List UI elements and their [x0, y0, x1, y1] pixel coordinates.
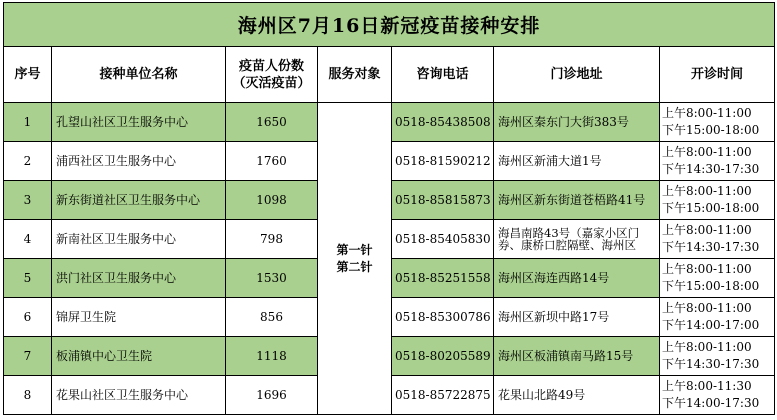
row-phone: 0518-85438508 — [392, 103, 494, 142]
row-num: 4 — [4, 220, 52, 259]
row-hours-am: 上午8:00-11:30 — [662, 379, 752, 393]
row-address: 花果山北路49号 — [494, 376, 660, 415]
row-address: 海州区新坝中路17号 — [494, 298, 660, 337]
row-hours — [660, 142, 775, 181]
row-num: 6 — [4, 298, 52, 337]
row-phone: 0518-85405830 — [392, 220, 494, 259]
row-hours — [660, 259, 775, 298]
header-count-line2: （灭活疫苗） — [232, 75, 311, 91]
row-address: 海昌南路43号（嘉家小区门券、康桥口腔隔壁、海州区 — [494, 220, 660, 259]
row-count: 856 — [226, 298, 318, 337]
row-hours-pm: 下午14:30-17:30 — [662, 162, 760, 176]
row-phone: 0518-85300786 — [392, 298, 494, 337]
row-hours-pm: 下午15:00-18:00 — [662, 123, 760, 137]
row-unit: 板浦镇中心卫生院 — [52, 337, 226, 376]
header-hours: 开诊时间 — [660, 47, 775, 103]
row-address: 海州区新东街道苍梧路41号 — [494, 181, 660, 220]
row-num: 1 — [4, 103, 52, 142]
header-service: 服务对象 — [318, 47, 392, 103]
row-count: 1530 — [226, 259, 318, 298]
row-hours-am: 上午8:00-11:00 — [662, 340, 752, 354]
header-num: 序号 — [4, 47, 52, 103]
table-title: 海州区7月16日新冠疫苗接种安排 — [4, 3, 775, 47]
row-hours — [660, 103, 775, 142]
row-hours-pm: 下午14:00-17:00 — [662, 318, 760, 332]
row-phone: 0518-85251558 — [392, 259, 494, 298]
header-count-line1: 疫苗人份数 — [238, 58, 304, 74]
row-hours-am: 上午8:00-11:00 — [662, 223, 752, 237]
row-address: 海州区新浦大道1号 — [494, 142, 660, 181]
header-row — [4, 47, 775, 103]
header-count — [226, 47, 318, 103]
row-unit: 孔望山社区卫生服务中心 — [52, 103, 226, 142]
row-unit: 新东街道社区卫生服务中心 — [52, 181, 226, 220]
row-num: 8 — [4, 376, 52, 415]
row-unit: 锦屏卫生院 — [52, 298, 226, 337]
row-hours — [660, 181, 775, 220]
row-num: 2 — [4, 142, 52, 181]
row-address: 海州区板浦镇南马路15号 — [494, 337, 660, 376]
row-hours-pm: 下午14:30-17:30 — [662, 357, 760, 371]
row-address: 海州区海连西路14号 — [494, 259, 660, 298]
row-hours-pm: 下午15:00-18:00 — [662, 201, 760, 215]
service-first-dose: 第一针 — [336, 242, 373, 257]
row-address: 海州区秦东门大街383号 — [494, 103, 660, 142]
row-num: 3 — [4, 181, 52, 220]
row-phone: 0518-81590212 — [392, 142, 494, 181]
row-num: 5 — [4, 259, 52, 298]
table-row — [4, 103, 775, 142]
row-hours-pm: 下午14:30-17:30 — [662, 240, 760, 254]
row-num: 7 — [4, 337, 52, 376]
row-unit: 浦西社区卫生服务中心 — [52, 142, 226, 181]
row-count: 1760 — [226, 142, 318, 181]
row-hours-am: 上午8:00-11:00 — [662, 262, 752, 276]
row-hours-pm: 下午14:00-17:30 — [662, 396, 760, 410]
title-row — [4, 3, 775, 47]
row-hours — [660, 220, 775, 259]
service-target-cell — [318, 103, 392, 415]
row-phone: 0518-85815873 — [392, 181, 494, 220]
row-phone: 0518-80205589 — [392, 337, 494, 376]
row-hours-am: 上午8:00-11:00 — [662, 301, 752, 315]
row-count: 1118 — [226, 337, 318, 376]
row-hours-pm: 下午15:00-18:00 — [662, 279, 760, 293]
row-unit: 新南社区卫生服务中心 — [52, 220, 226, 259]
row-hours — [660, 337, 775, 376]
header-phone: 咨询电话 — [392, 47, 494, 103]
row-hours-am: 上午8:00-11:00 — [662, 145, 752, 159]
row-hours — [660, 298, 775, 337]
header-unit: 接种单位名称 — [52, 47, 226, 103]
row-hours-am: 上午8:00-11:00 — [662, 106, 752, 120]
row-hours-am: 上午8:00-11:00 — [662, 184, 752, 198]
row-unit: 花果山社区卫生服务中心 — [52, 376, 226, 415]
header-address: 门诊地址 — [494, 47, 660, 103]
row-count: 1098 — [226, 181, 318, 220]
row-count: 1696 — [226, 376, 318, 415]
row-count: 1650 — [226, 103, 318, 142]
row-phone: 0518-85722875 — [392, 376, 494, 415]
service-second-dose: 第二针 — [336, 259, 373, 274]
schedule-table — [3, 2, 775, 415]
row-hours — [660, 376, 775, 415]
row-unit: 洪门社区卫生服务中心 — [52, 259, 226, 298]
row-count: 798 — [226, 220, 318, 259]
